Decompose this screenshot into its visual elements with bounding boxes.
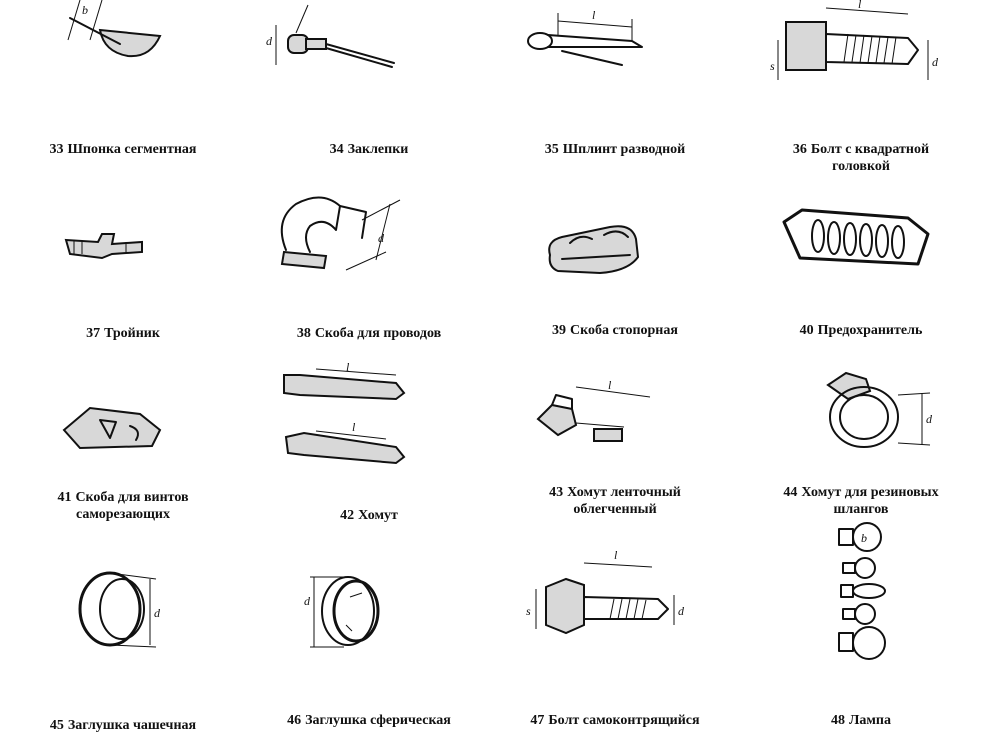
lamp-3 — [841, 584, 885, 598]
part-44-cell — [738, 345, 984, 525]
part-48-cell — [738, 510, 984, 728]
part-40-name: Предохранитель — [817, 323, 923, 338]
dim-d-label: d — [154, 606, 160, 620]
retaining-clip-drawing — [540, 215, 690, 285]
part-34-name: Заклепки — [347, 142, 409, 157]
part-47-caption — [492, 695, 738, 729]
part-39-cell — [492, 170, 738, 345]
part-43-name: Хомут ленточный облегченный — [567, 485, 681, 517]
part-48-caption — [738, 695, 984, 729]
part-45-cell — [0, 525, 246, 733]
part-48-name: Лампа — [848, 713, 892, 728]
self-locking-bolt-drawing — [522, 545, 692, 655]
part-40-cell — [738, 170, 984, 345]
part-35-number: 35 — [544, 142, 559, 157]
part-47-name: Болт самоконтрящийся — [548, 713, 700, 728]
part-40-number: 40 — [799, 323, 814, 338]
part-46-name: Заглушка сферическая — [305, 713, 451, 728]
part-38-name: Скоба для проводов — [314, 326, 442, 341]
lamp-5 — [839, 627, 885, 659]
dim-d-label: d — [378, 231, 384, 245]
part-38-cell — [246, 170, 492, 345]
part-47-cell — [492, 525, 738, 728]
dim-d-label: d — [932, 55, 938, 69]
part-36-caption — [738, 124, 984, 175]
part-39-caption — [492, 305, 738, 339]
lightweight-band-clamp-drawing — [532, 375, 672, 455]
part-39-name: Скоба стопорная — [570, 323, 678, 338]
part-34-number: 34 — [329, 142, 344, 157]
part-36-cell — [738, 0, 984, 174]
lamp-1-symbol: b — [861, 531, 867, 545]
part-41-caption — [0, 472, 246, 523]
part-48-number: 48 — [830, 713, 845, 728]
rivet-drawing — [256, 5, 416, 75]
dim-b-label: b — [82, 3, 88, 17]
part-36-name: Болт с квадратной головкой — [810, 142, 930, 174]
part-34-cell — [246, 0, 492, 170]
dim-d-label: d — [304, 594, 310, 608]
part-43-cell — [492, 345, 738, 525]
dim-l-label: l — [858, 0, 862, 11]
dim-l-label: l — [608, 378, 612, 392]
part-34-caption — [246, 124, 492, 158]
part-35-cell — [492, 0, 738, 170]
part-45-number: 45 — [49, 718, 64, 733]
self-tapping-screw-clip-drawing — [60, 400, 170, 460]
wire-clip-drawing — [266, 190, 416, 290]
dim-l-label: l — [352, 420, 356, 434]
fuse-drawing — [778, 200, 938, 280]
spherical-plug-drawing — [304, 555, 414, 665]
part-46-cell — [246, 525, 492, 728]
part-42-caption — [246, 490, 492, 524]
lamp-set-drawing — [833, 515, 913, 675]
part-37-name: Тройник — [104, 326, 160, 341]
cable-tie-drawing — [276, 360, 436, 475]
dim-s-label: s — [526, 604, 531, 618]
cup-plug-drawing — [70, 555, 180, 665]
cotter-pin-drawing — [522, 5, 682, 75]
part-41-number: 41 — [57, 490, 72, 505]
part-44-name: Хомут для резиновых шлангов — [801, 485, 939, 517]
lamp-2 — [843, 558, 875, 578]
part-41-cell — [0, 345, 246, 525]
lamp-1 — [839, 523, 881, 551]
part-45-caption — [0, 700, 246, 734]
square-head-bolt-drawing — [768, 0, 968, 95]
dim-l-label: l — [592, 8, 596, 22]
part-45-name: Заглушка чашечная — [67, 718, 197, 733]
part-42-number: 42 — [340, 508, 355, 523]
part-44-number: 44 — [783, 485, 798, 500]
part-33-cell — [0, 0, 246, 170]
segment-key-drawing — [60, 0, 170, 60]
part-41-name: Скоба для винтов саморезающих — [75, 490, 189, 522]
part-37-caption — [0, 308, 246, 342]
dim-d-label: d — [926, 412, 932, 426]
lamp-4 — [843, 604, 875, 624]
part-33-caption — [0, 124, 246, 158]
dim-l-label: l — [346, 360, 350, 374]
part-33-number: 33 — [49, 142, 64, 157]
part-33-name: Шпонка сегментная — [67, 142, 197, 157]
part-43-number: 43 — [549, 485, 564, 500]
part-38-caption — [246, 308, 492, 342]
part-35-name: Шплинт разводной — [562, 142, 686, 157]
tee-fitting-drawing — [62, 220, 152, 270]
part-35-caption — [492, 124, 738, 158]
part-47-number: 47 — [530, 713, 545, 728]
part-37-number: 37 — [86, 326, 101, 341]
dim-d-label: d — [678, 604, 684, 618]
part-37-cell — [0, 170, 246, 345]
part-46-number: 46 — [287, 713, 302, 728]
part-39-number: 39 — [552, 323, 567, 338]
part-40-caption — [738, 305, 984, 339]
part-43-caption — [492, 467, 738, 518]
hose-clamp-drawing — [818, 355, 968, 465]
dim-s-label: s — [770, 59, 775, 73]
part-38-number: 38 — [296, 326, 311, 341]
part-42-cell — [246, 345, 492, 525]
dim-l-label: l — [614, 548, 618, 562]
part-36-number: 36 — [792, 142, 807, 157]
part-46-caption — [246, 695, 492, 729]
dim-d-label: d — [266, 34, 272, 48]
part-42-name: Хомут — [358, 508, 398, 523]
